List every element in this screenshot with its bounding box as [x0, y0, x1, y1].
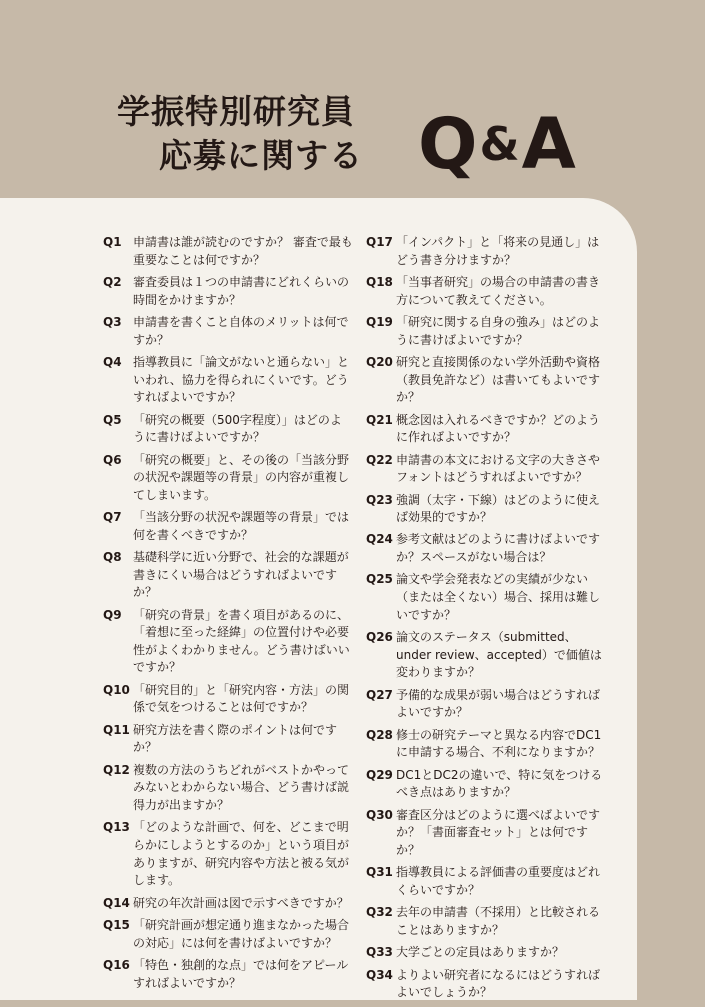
question-item: [103, 549, 353, 602]
question-item: [103, 607, 353, 677]
question-item: [103, 354, 353, 407]
question-item: [366, 571, 610, 624]
question-text: 審査区分はどのように選べばよいですか？「書面審査セット」とは何ですか？: [396, 807, 601, 857]
question-item: [366, 864, 610, 899]
question-number: Q6: [103, 452, 122, 467]
question-item: [366, 767, 610, 802]
question-number: Q15: [103, 917, 130, 932]
title-line-1: 学振特別研究員: [117, 92, 355, 131]
question-item: [103, 722, 353, 757]
question-number: Q4: [103, 354, 122, 369]
question-item: [366, 492, 610, 527]
question-number: Q18: [366, 274, 393, 289]
question-number: Q3: [103, 314, 122, 329]
question-item: [103, 234, 353, 269]
question-number: Q29: [366, 767, 393, 782]
question-text: 「どのような計画で、何を、どこまで明らかにしようとするのか」という項目がありますが、研究内容や方法と被る気がします。: [133, 820, 350, 888]
question-number: Q19: [366, 314, 393, 329]
question-item: [366, 531, 610, 566]
question-text: 「当該分野の状況や課題等の背景」では何を書くべきですか？: [133, 510, 350, 542]
question-item: [366, 354, 610, 407]
title-line-2: 応募に関する: [159, 136, 363, 175]
question-number: Q26: [366, 630, 393, 645]
question-item: [366, 274, 610, 309]
question-item: [366, 452, 610, 487]
qa-a: A: [521, 103, 574, 185]
question-item: [103, 509, 353, 544]
question-number: Q22: [366, 452, 393, 467]
question-item: [103, 957, 353, 992]
question-text: 審査委員は１つの申請書にどれくらいの時間をかけますか？: [133, 274, 350, 307]
question-number: Q13: [103, 820, 130, 835]
question-item: [103, 412, 353, 447]
question-number: Q34: [366, 967, 393, 982]
question-item: [366, 807, 610, 860]
question-text: 「特色・独創的な点」では何をアピールすればよいですか？: [133, 957, 349, 990]
question-list-left: [103, 234, 353, 997]
question-number: Q8: [103, 550, 122, 565]
question-item: [366, 687, 610, 722]
question-number: Q20: [366, 354, 393, 369]
question-number: Q1: [103, 235, 122, 249]
question-item: [103, 917, 353, 952]
question-number: Q12: [103, 762, 130, 777]
question-text: 複数の方法のうちどれがベストかやってみないとわからない場合、どう書けば説得力が出ますか？: [133, 762, 350, 812]
question-item: [366, 944, 610, 962]
question-text: 指導教員による評価書の重要度はどれくらいですか？: [396, 865, 601, 897]
question-text: 「インパクト」と「将来の見通し」はどう書き分けますか？: [396, 235, 600, 267]
question-item: [366, 629, 610, 682]
question-number: Q5: [103, 412, 122, 427]
question-text: 研究の年次計画は図で示すべきですか？: [133, 895, 349, 910]
question-text: 「研究目的」と「研究内容・方法」の関係で気をつけることは何ですか？: [133, 682, 350, 715]
question-number: Q9: [103, 607, 122, 622]
question-item: [103, 895, 353, 913]
question-number: Q23: [366, 492, 393, 507]
question-number: Q2: [103, 274, 122, 289]
question-text: 「研究に関する自身の強み」はどのように書けばよいですか？: [396, 314, 601, 347]
question-text: 「当事者研究」の場合の申請書の書き方について教えてください。: [396, 274, 601, 307]
question-item: [366, 412, 610, 447]
question-number: Q27: [366, 687, 393, 702]
question-text: 「研究計画が想定通り進まなかった場合の対応」には何を書けばよいですか？: [133, 917, 350, 950]
question-item: [366, 727, 610, 762]
page-title: [117, 90, 363, 178]
question-number: Q24: [366, 532, 393, 547]
qa-ampersand: &: [479, 117, 518, 171]
question-item: [366, 234, 610, 269]
question-item: [103, 762, 353, 815]
question-text: 研究と直接関係のない学外活動や資格（教員免許など）は書いてもよいですか？: [396, 354, 601, 405]
question-number: Q17: [366, 235, 393, 249]
question-item: [103, 452, 353, 505]
question-item: [366, 314, 610, 349]
question-text: 「研究の概要」と、その後の「当該分野の状況や課題等の背景」の内容が重複してしまいます。: [133, 452, 350, 502]
question-number: Q14: [103, 895, 130, 910]
question-number: Q16: [103, 957, 130, 972]
question-text: DC1とDC2の違いで、特に気をつけるべき点はありますか？: [396, 767, 603, 800]
question-text: 論文のステータス（submitted、under review、accepted）で価値は変わりますか？: [396, 630, 602, 680]
question-number: Q10: [103, 682, 130, 697]
question-number: Q30: [366, 807, 393, 822]
question-text: 概念図は入れるべきですか？どのように作ればよいですか？: [396, 412, 601, 445]
question-number: Q7: [103, 510, 122, 525]
qa-q: Q: [418, 103, 476, 185]
question-text: 申請書の本文における文字の大きさやフォントはどうすればよいですか？: [396, 452, 601, 485]
question-number: Q32: [366, 905, 393, 920]
question-text: 強調（太字・下線）はどのように使えば効果的ですか？: [396, 492, 601, 525]
question-text: 修士の研究テーマと異なる内容でDC1に申請する場合、不利になりますか？: [396, 727, 602, 760]
question-text: 予備的な成果が弱い場合はどうすればよいですか？: [396, 687, 601, 720]
question-text: よりよい研究者になるにはどうすればよいでしょうか？: [396, 967, 601, 1000]
question-number: Q33: [366, 945, 393, 960]
question-text: 基礎科学に近い分野で、社会的な課題が書きにくい場合はどうすればよいですか？: [133, 550, 349, 600]
question-text: 大学ごとの定員はありますか？: [396, 945, 565, 960]
question-number: Q25: [366, 572, 393, 587]
question-number: Q21: [366, 412, 393, 427]
qa-heading: [418, 104, 574, 184]
question-item: [366, 904, 610, 939]
question-number: Q28: [366, 727, 393, 742]
question-list-right: [366, 234, 610, 1007]
question-text: 論文や学会発表などの実績が少ない（または全くない）場合、採用は難しいですか？: [396, 572, 601, 622]
question-number: Q11: [103, 722, 130, 737]
question-text: 指導教員に「論文がないと通らない」といわれ、協力を得られにくいです。どうすればよいですか？: [133, 354, 350, 405]
question-text: 研究方法を書く際のポイントは何ですか？: [133, 722, 338, 755]
question-item: [103, 819, 353, 889]
question-item: [103, 274, 353, 309]
question-text: 「研究の概要（500字程度）」はどのように書けばよいですか？: [133, 412, 342, 445]
question-item: [103, 682, 353, 717]
question-item: [103, 314, 353, 349]
question-text: 去年の申請書（不採用）と比較されることはありますか？: [396, 905, 601, 937]
question-text: 申請書を書くこと自体のメリットは何ですか？: [133, 314, 349, 347]
question-item: [366, 967, 610, 1002]
question-number: Q31: [366, 865, 393, 880]
question-text: 「研究の背景」を書く項目があるのに、「着想に至った経緯」の位置付けや必要性がよくわかりません。どう書けばいいですか？: [133, 607, 350, 675]
question-text: 申請書は誰が読むのですか？ 審査で最も重要なことは何ですか？: [133, 235, 353, 267]
question-text: 参考文献はどのように書けばよいですか？スペースがない場合は？: [396, 532, 601, 565]
